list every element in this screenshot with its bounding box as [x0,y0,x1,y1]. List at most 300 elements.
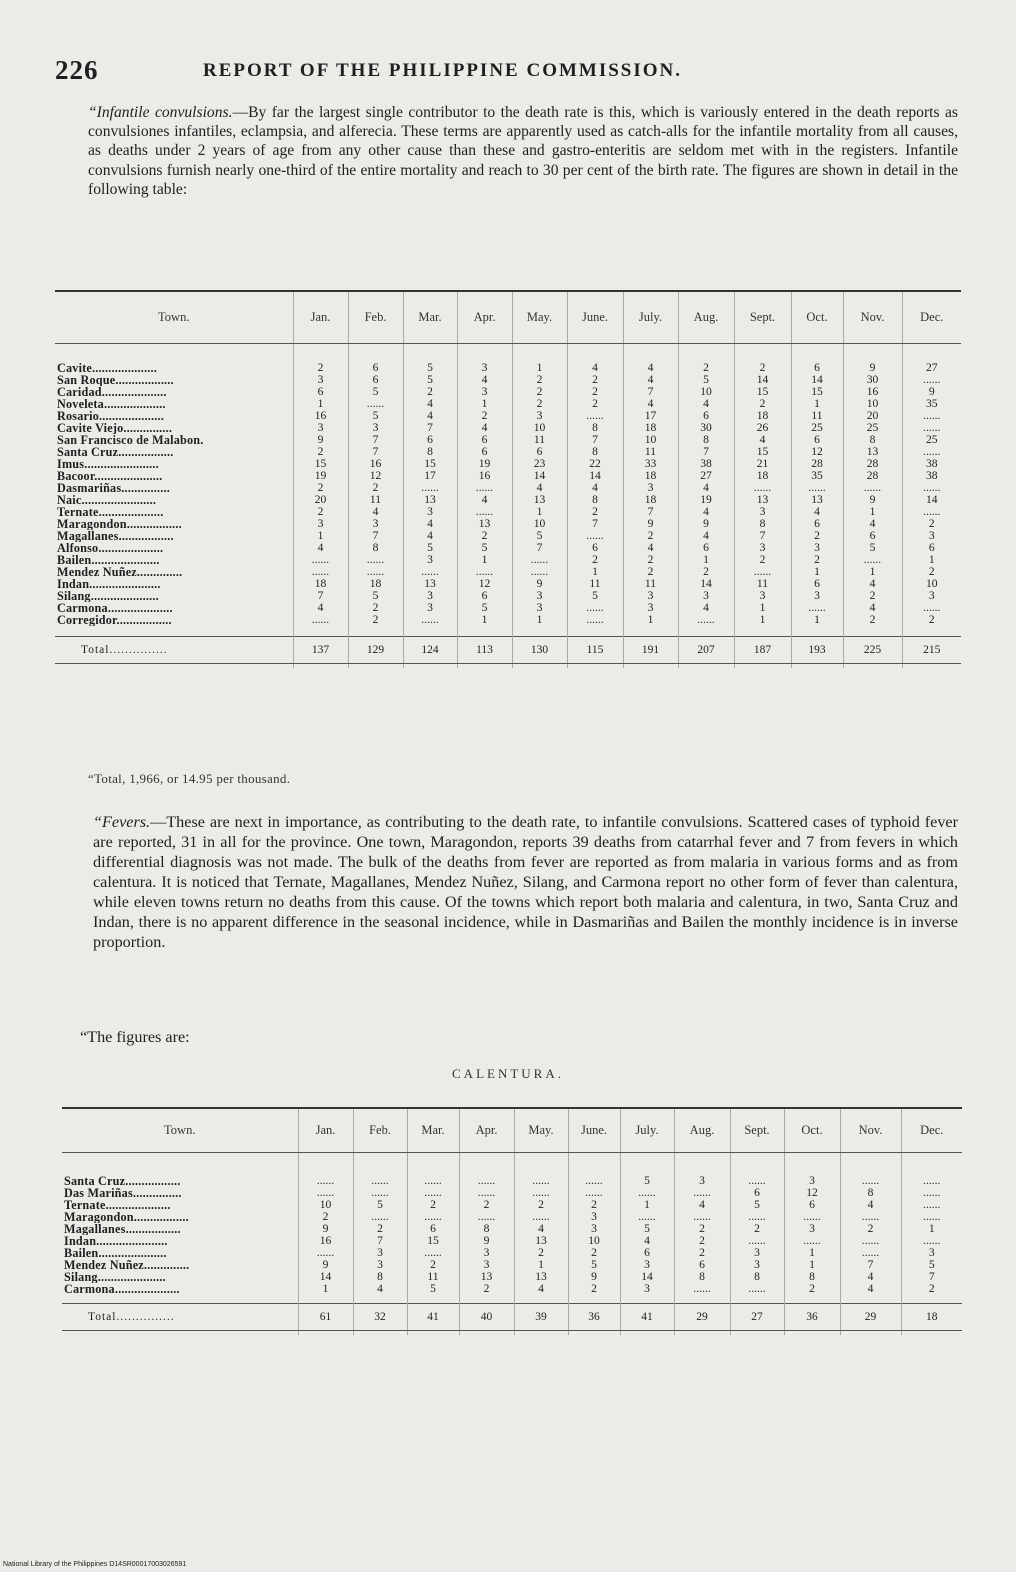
column-header: Sept. [730,1108,784,1152]
spacer-cell [902,626,961,637]
value-cell: 4 [840,1199,901,1211]
town-cell: Cavite.................... [55,362,293,374]
value-cell: 3 [791,590,843,602]
value-cell: 3 [623,602,678,614]
value-cell: 225 [843,636,902,663]
value-cell: 2 [293,482,348,494]
value-cell: 2 [348,482,403,494]
spacer-cell [353,1152,407,1175]
spacer-cell [403,663,457,668]
spacer-row [62,1330,962,1335]
spacer-cell [512,626,567,637]
column-header: Oct. [791,291,843,343]
table-row [55,530,961,542]
value-cell: 41 [620,1303,674,1330]
value-cell: ...... [298,1175,353,1187]
table-row [55,374,961,386]
value-cell: 5 [620,1223,674,1235]
value-cell: 1 [678,554,734,566]
value-cell: 6 [843,530,902,542]
value-cell: ...... [734,482,791,494]
value-cell: 19 [457,458,512,470]
spacer-cell [674,1330,730,1335]
spacer-cell [407,1152,459,1175]
spacer-cell [512,663,567,668]
value-cell: 2 [928,517,935,530]
value-cell: ...... [840,1235,901,1247]
value-cell: ...... [348,566,403,578]
value-cell: 2 [840,1223,901,1235]
value-cell: 4 [678,602,734,614]
value-cell: 13 [403,494,457,506]
value-cell: 4 [678,398,734,410]
value-cell: 5 [403,542,457,554]
value-cell: 3 [568,1211,620,1223]
spacer-cell [674,1152,730,1175]
value-cell: 13 [459,1271,514,1283]
value-cell: 3 [568,1223,620,1235]
table-row [55,542,961,554]
value-cell: 6 [348,362,403,374]
value-cell: 23 [512,458,567,470]
value-cell: 2 [298,1211,353,1223]
value-cell: ...... [568,1187,620,1199]
value-cell: 129 [348,636,403,663]
value-cell: ...... [298,1247,353,1259]
value-cell: 6 [784,1199,840,1211]
value-cell: 18 [348,578,403,590]
calentura-table [62,1107,962,1335]
table-row [55,434,961,446]
value-cell: 35 [791,470,843,482]
town-cell: Mendez Nuñez.............. [55,566,293,578]
town-cell: Silang..................... [62,1271,298,1283]
column-header: May. [514,1108,568,1152]
page-number: 226 [55,55,99,85]
value-cell: 5 [568,1259,620,1271]
spacer-cell [843,626,902,637]
value-cell: ...... [457,482,512,494]
table-row [62,1283,962,1295]
value-cell: 1 [843,566,902,578]
value-cell: ...... [512,554,567,566]
value-cell: 3 [928,589,935,602]
value-cell: 2 [567,374,623,386]
value-cell: ...... [791,602,843,614]
value-cell: 9 [459,1235,514,1247]
value-cell: 2 [734,362,791,374]
value-cell: ...... [923,601,941,614]
value-cell: 8 [567,446,623,458]
value-cell: 1 [784,1247,840,1259]
value-cell: 4 [348,506,403,518]
value-cell: 12 [457,578,512,590]
table-row [55,410,961,422]
value-cell: 2 [512,374,567,386]
value-cell: 2 [512,386,567,398]
table-caption: CALENTURA. [452,1066,564,1081]
value-cell: 2 [928,565,935,578]
value-cell: 18 [623,470,678,482]
spacer-cell [348,343,403,362]
value-cell: 9 [623,518,678,530]
value-cell: 6 [407,1223,459,1235]
table-row [55,506,961,518]
value-cell: 2 [623,554,678,566]
value-cell: 1 [734,602,791,614]
column-header: June. [567,291,623,343]
value-cell: 30 [843,374,902,386]
value-cell: 11 [348,494,403,506]
value-cell: 4 [678,530,734,542]
value-cell: 1 [843,506,902,518]
spacer-row [55,343,961,362]
value-cell: 1 [784,1259,840,1271]
column-header: Feb. [348,291,403,343]
spacer-cell [567,663,623,668]
value-cell: 6 [791,362,843,374]
value-cell: ...... [298,1187,353,1199]
value-cell: 8 [403,446,457,458]
spacer-cell [514,1295,568,1304]
spacer-cell [730,1152,784,1175]
spacer-cell [457,626,512,637]
value-cell: 7 [348,446,403,458]
value-cell: 4 [514,1223,568,1235]
paragraph-lead: “Infantile convulsions. [88,104,233,121]
value-cell: 38 [925,457,938,470]
paragraph-figures-intro: “The figures are: [80,1028,190,1046]
value-cell: 5 [928,1258,935,1271]
value-cell: 18 [734,410,791,422]
spacer-cell [620,1330,674,1335]
town-cell: Silang..................... [55,590,293,602]
total-row [55,636,961,663]
town-cell: Bailen..................... [62,1247,298,1259]
value-cell: 2 [730,1223,784,1235]
value-cell: 41 [407,1303,459,1330]
value-cell: 2 [293,446,348,458]
value-cell: 1 [791,398,843,410]
value-cell: 20 [293,494,348,506]
value-cell: 12 [348,470,403,482]
value-cell: 6 [674,1259,730,1271]
value-cell: 7 [348,530,403,542]
value-cell: 15 [791,386,843,398]
value-cell: 2 [678,566,734,578]
spacer-cell [901,1152,962,1175]
value-cell: 3 [348,518,403,530]
column-header: Feb. [353,1108,407,1152]
spacer-cell [623,626,678,637]
spacer-cell [293,343,348,362]
town-cell: Maragondon................. [62,1211,298,1223]
spacer-cell [55,626,293,637]
town-cell: Caridad.................... [55,386,293,398]
value-cell: ...... [730,1211,784,1223]
value-cell: 1 [457,554,512,566]
value-cell: ...... [620,1211,674,1223]
value-cell: 1 [791,614,843,626]
table-row [55,422,961,434]
value-cell: 27 [730,1303,784,1330]
value-cell: ...... [734,566,791,578]
table-row [62,1247,962,1259]
value-cell: 13 [791,494,843,506]
paragraph-text: —These are next in importance, as contributing to the death rate, to infantile convulsions. Scattered cases of typhoid fever are reported, 31 in all for the province. One town, Maragondon, reports 39 deaths from catarrhal fever and 7 from fevers in which differential diagnosis was not made. The bulk of the deaths from fever are reported as from malaria in various forms and as from calentura. It is noticed that Ternate, Magallanes, Mendez Nuñez, Silang, and Carmona report no other form of fever than calentura, while eleven towns return no deaths from this cause. Of the towns which report both malaria and calentura, in two, Santa Cruz and Indan, there is no apparent difference in the seasonal incidence, while in Dasmariñas and Bailen the monthly incidence is in inverse proportion. [93,813,958,951]
value-cell: 4 [293,542,348,554]
value-cell: 2 [567,398,623,410]
value-cell: 7 [512,542,567,554]
value-cell: 14 [512,470,567,482]
spacer-cell [734,626,791,637]
value-cell: 6 [403,434,457,446]
value-cell: 2 [459,1283,514,1295]
value-cell: ...... [923,1210,941,1223]
value-cell: 27 [678,470,734,482]
value-cell: 1 [457,398,512,410]
town-cell: Noveleta................... [55,398,293,410]
value-cell: 7 [734,530,791,542]
value-cell: ...... [353,1187,407,1199]
value-cell: 26 [734,422,791,434]
value-cell: 29 [674,1303,730,1330]
value-cell: 5 [567,590,623,602]
value-cell: ...... [403,482,457,494]
value-cell: 28 [791,458,843,470]
value-cell: 7 [623,386,678,398]
paragraph-infantile-convulsions [88,103,958,199]
value-cell: 8 [734,518,791,530]
spacer-cell [734,663,791,668]
column-header: Nov. [840,1108,901,1152]
value-cell: 30 [678,422,734,434]
value-cell: 7 [353,1235,407,1247]
spacer-cell [568,1330,620,1335]
value-cell: 3 [928,1246,935,1259]
column-header: Aug. [674,1108,730,1152]
value-cell: 137 [293,636,348,663]
spacer-cell [407,1295,459,1304]
value-cell: 9 [678,518,734,530]
value-cell: 3 [457,362,512,374]
value-cell: 3 [678,590,734,602]
value-cell: ...... [923,1186,941,1199]
value-cell: 2 [293,506,348,518]
value-cell: 2 [791,554,843,566]
value-cell: 130 [512,636,567,663]
value-cell: 9 [293,434,348,446]
value-cell: 2 [843,590,902,602]
value-cell: 1 [567,566,623,578]
value-cell: ...... [567,614,623,626]
value-cell: 7 [567,518,623,530]
value-cell: 4 [457,422,512,434]
spacer-cell [293,663,348,668]
town-cell: Carmona.................... [55,602,293,614]
value-cell: 2 [568,1199,620,1211]
value-cell: 5 [353,1199,407,1211]
value-cell: 7 [293,590,348,602]
value-cell: 8 [567,422,623,434]
value-cell: 207 [678,636,734,663]
value-cell: 9 [843,362,902,374]
column-header: Apr. [459,1108,514,1152]
table-row [55,578,961,590]
value-cell: ...... [923,1174,941,1187]
spacer-cell [407,1330,459,1335]
value-cell: 28 [843,470,902,482]
value-cell: 10 [678,386,734,398]
value-cell: ...... [840,1175,901,1187]
value-cell: 12 [784,1187,840,1199]
column-header: Town. [62,1108,298,1152]
value-cell: 1 [293,530,348,542]
value-cell: 2 [514,1199,568,1211]
value-cell: 10 [568,1235,620,1247]
value-cell: 3 [512,602,567,614]
column-header: Mar. [407,1108,459,1152]
value-cell: ...... [293,554,348,566]
value-cell: 4 [457,494,512,506]
value-cell: 4 [623,374,678,386]
value-cell: 7 [348,434,403,446]
value-cell: 3 [293,374,348,386]
value-cell: ...... [840,1247,901,1259]
value-cell: ...... [457,566,512,578]
value-cell: 187 [734,636,791,663]
running-title: REPORT OF THE PHILIPPINE COMMISSION. [203,60,683,81]
value-cell: ...... [923,421,941,434]
value-cell: 22 [567,458,623,470]
value-cell: 1 [623,614,678,626]
column-header: Jan. [293,291,348,343]
value-cell: 6 [620,1247,674,1259]
column-header: July. [620,1108,674,1152]
town-cell: San Roque.................. [55,374,293,386]
value-cell: 5 [403,374,457,386]
value-cell: 3 [734,590,791,602]
value-cell: 113 [457,636,512,663]
value-cell: 2 [293,362,348,374]
town-cell: Mendez Nuñez.............. [62,1259,298,1271]
value-cell: ...... [730,1235,784,1247]
spacer-cell [791,343,843,362]
paragraph-text: —By far the largest single contributor to the death rate is this, which is variously entered in the death reports as convulsiones infantiles, eclampsia, and alferecia. These terms are apparently used as catch-alls for the infantile mortality from all causes, as deaths under 2 years of age from any other cause than these and gastro-enteritis are seldom met with in the registers. Infantile convulsions furnish nearly one-third of the entire mortality and reach to 30 per cent of the birth rate. The figures are shown in detail in the following table: [88,104,958,198]
spacer-row [55,626,961,637]
value-cell: 8 [459,1223,514,1235]
value-cell: 6 [348,374,403,386]
value-cell: 4 [403,518,457,530]
value-cell: 16 [843,386,902,398]
town-cell: Imus....................... [55,458,293,470]
value-cell: 5 [407,1283,459,1295]
value-cell: 16 [457,470,512,482]
value-cell: 17 [403,470,457,482]
value-cell: 4 [843,518,902,530]
value-cell: 215 [902,636,961,663]
value-cell: 13 [514,1235,568,1247]
value-cell: 115 [567,636,623,663]
spacer-cell [791,626,843,637]
value-cell: 3 [293,422,348,434]
value-cell: 4 [293,602,348,614]
spacer-cell [902,343,961,362]
value-cell: ...... [514,1175,568,1187]
town-cell: Total............... [55,636,293,663]
value-cell: ...... [730,1283,784,1295]
value-cell: ...... [514,1187,568,1199]
town-cell: Carmona.................... [62,1283,298,1295]
value-cell: 3 [459,1259,514,1271]
value-cell: 36 [784,1303,840,1330]
town-cell: Indan...................... [55,578,293,590]
value-cell: 11 [734,578,791,590]
value-cell: 3 [730,1247,784,1259]
value-cell: 29 [840,1303,901,1330]
value-cell: 10 [512,518,567,530]
value-cell: 25 [791,422,843,434]
value-cell: 15 [403,458,457,470]
value-cell: ...... [459,1187,514,1199]
value-cell: 2 [567,554,623,566]
value-cell: 27 [925,361,938,374]
value-cell: 39 [514,1303,568,1330]
value-cell: ...... [348,554,403,566]
value-cell: 8 [348,542,403,554]
value-cell: 3 [293,518,348,530]
value-cell: 3 [403,506,457,518]
column-header: Jan. [298,1108,353,1152]
value-cell: 4 [403,398,457,410]
value-cell: 5 [403,362,457,374]
spacer-cell [784,1330,840,1335]
column-header: Town. [55,291,293,343]
value-cell: 15 [734,386,791,398]
value-cell: 11 [512,434,567,446]
value-cell: ...... [407,1175,459,1187]
value-cell: ...... [923,1234,941,1247]
value-cell: 25 [843,422,902,434]
value-cell: ...... [784,1235,840,1247]
value-cell: 4 [353,1283,407,1295]
total-row [62,1303,962,1330]
value-cell: ...... [620,1187,674,1199]
value-cell: ...... [923,445,941,458]
town-cell: Rosario.................... [55,410,293,422]
spacer-cell [459,1295,514,1304]
value-cell: 1 [514,1259,568,1271]
spacer-cell [567,343,623,362]
table-row [55,614,961,626]
value-cell: 9 [843,494,902,506]
value-cell: 18 [623,422,678,434]
value-cell: 13 [514,1271,568,1283]
spacer-cell [459,1330,514,1335]
value-cell: 6 [730,1187,784,1199]
spacer-cell [784,1295,840,1304]
value-cell: ...... [567,602,623,614]
value-cell: 4 [512,482,567,494]
value-cell: ...... [923,481,941,494]
value-cell: 1 [298,1283,353,1295]
value-cell: 2 [407,1199,459,1211]
town-cell: Naic....................... [55,494,293,506]
value-cell: 15 [407,1235,459,1247]
value-cell: 8 [843,434,902,446]
value-cell: 2 [928,613,935,626]
town-cell: Ternate.................... [55,506,293,518]
